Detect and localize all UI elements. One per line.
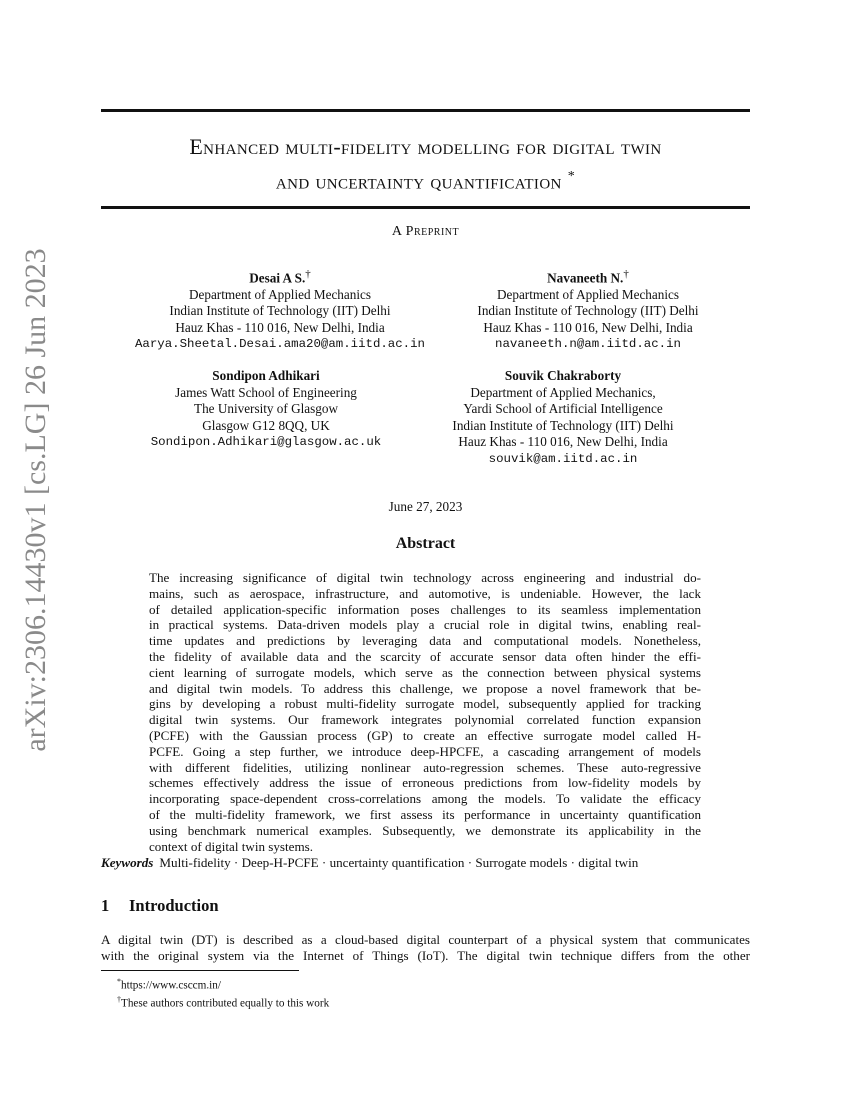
author-block bbox=[383, 368, 743, 467]
abstract-heading: Abstract bbox=[395, 535, 456, 552]
arxiv-stamp-text: arXiv:2306.14430v1 [cs.LG] 26 Jun 2023 bbox=[19, 248, 52, 752]
abstract-line: context of digital twin systems. bbox=[149, 838, 314, 854]
intro-line: A digital twin (DT) is described as a cloud-based digital counterpart of a physical system that communicates bbox=[101, 932, 750, 947]
intro-paragraph bbox=[101, 932, 750, 964]
abstract-line: (PCFE) with the Gaussian process (GP) to create an effective surrogate model called H- bbox=[149, 727, 701, 743]
abstract-line: cient learning of surrogate models, which serve as the connection between physical systems bbox=[149, 664, 701, 680]
author-affiliation: Glasgow G12 8QQ, UK bbox=[202, 417, 330, 433]
keywords-text: Multi-fidelity · Deep-H-PCFE · uncertainty quantification · Surrogate models · digital twin bbox=[159, 855, 639, 870]
author-affiliation: Indian Institute of Technology (IIT) Delhi bbox=[477, 303, 699, 319]
abstract-line: mains, such as aerospace, infrastructure, and automotive, is undeniable. However, the lack bbox=[149, 585, 701, 601]
author-name: Desai A S. bbox=[249, 270, 306, 286]
keywords bbox=[101, 855, 750, 871]
abstract-line: The increasing significance of digital twin technology across engineering and industrial do- bbox=[149, 570, 701, 585]
abstract-line: schemes effectively address the issue of erroneous predictions from low-fidelity models by bbox=[149, 775, 701, 791]
author-marker: † bbox=[623, 268, 629, 280]
footnote bbox=[101, 975, 329, 993]
author-email[interactable]: souvik@am.iitd.ac.in bbox=[488, 451, 638, 466]
author-affiliation: Hauz Khas - 110 016, New Delhi, India bbox=[458, 434, 668, 449]
abstract-line: gins by developing a robust multi-fidelity surrogate model, subsequently applied for tracking bbox=[149, 696, 701, 712]
abstract-body bbox=[149, 570, 701, 854]
abstract-line: incorporating space-dependent cross-correlations among the models. To validate the efficacy bbox=[149, 791, 701, 807]
preprint-label: A Preprint bbox=[391, 224, 460, 239]
abstract-line: PCFE. Going a step further, we introduce deep-HPCFE, a cascading arrangement of models bbox=[149, 743, 701, 759]
title-footnote-marker: * bbox=[567, 169, 576, 184]
author-email[interactable]: navaneeth.n@am.iitd.ac.in bbox=[495, 337, 681, 352]
abstract-line: digital twin systems. Our framework integrates polynomial correlated function expansion bbox=[149, 712, 701, 728]
author-email[interactable]: Sondipon.Adhikari@glasgow.ac.uk bbox=[150, 435, 382, 449]
author-affiliation: The University of Glasgow bbox=[194, 401, 338, 416]
author-affiliation: James Watt School of Engineering bbox=[175, 384, 357, 400]
author-marker: † bbox=[305, 268, 311, 280]
author-block bbox=[408, 266, 768, 353]
author-email[interactable]: Aarya.Sheetal.Desai.ama20@am.iitd.ac.in bbox=[135, 337, 425, 352]
title-line-1: Enhanced multi-fidelity modelling for digital twin bbox=[189, 134, 662, 159]
abstract-line: time updates and predictions by leveraging data and computational models. Nonetheless, bbox=[149, 633, 701, 649]
footnote-link[interactable]: https://www.csccm.in/ bbox=[121, 979, 221, 992]
title-rule-bottom bbox=[101, 206, 750, 209]
author-affiliation: Hauz Khas - 110 016, New Delhi, India bbox=[483, 319, 693, 335]
footnote bbox=[101, 993, 329, 1011]
footnote-marker: * bbox=[117, 977, 121, 986]
title-line-2: and uncertainty quantification bbox=[275, 168, 562, 194]
paper-date: June 27, 2023 bbox=[388, 499, 463, 514]
author-affiliation: Yardi School of Artificial Intelligence bbox=[463, 401, 663, 416]
footnote-text: These authors contributed equally to this work bbox=[121, 997, 330, 1010]
section-heading bbox=[101, 896, 219, 916]
keywords-label: Keywords bbox=[101, 855, 154, 870]
author-affiliation: Department of Applied Mechanics bbox=[496, 286, 679, 302]
author-block bbox=[100, 266, 460, 353]
author-affiliation: Hauz Khas - 110 016, New Delhi, India bbox=[175, 319, 385, 335]
paper-title bbox=[101, 132, 750, 196]
title-rule-top bbox=[101, 109, 750, 112]
abstract-line: the fidelity of available data and the scarcity of accurate sensor data often hinder the effi- bbox=[149, 648, 701, 664]
author-name: Navaneeth N. bbox=[547, 270, 624, 286]
author-affiliation: Department of Applied Mechanics, bbox=[470, 384, 656, 400]
section-title: Introduction bbox=[129, 896, 219, 915]
author-affiliation: Indian Institute of Technology (IIT) Delhi bbox=[452, 417, 674, 433]
author-affiliation: Department of Applied Mechanics bbox=[188, 286, 371, 302]
abstract-line: in practical systems. Data-driven models play a crucial role in digital twins, enabling real- bbox=[149, 617, 701, 633]
abstract-line: using benchmark numerical examples. Subsequently, we demonstrate its applicability in the bbox=[149, 822, 701, 838]
section-number: 1 bbox=[101, 896, 110, 915]
abstract-line: of the multi-fidelity framework, we first assess its performance in uncertainty quantification bbox=[149, 806, 701, 822]
abstract-line: of detailed application-specific information poses challenges to its seamless implementation bbox=[149, 601, 701, 617]
author-name: Souvik Chakraborty bbox=[504, 368, 622, 383]
abstract-line: and digital twin models. To address this challenge, we propose a novel framework that be- bbox=[149, 680, 701, 696]
author-affiliation: Indian Institute of Technology (IIT) Delhi bbox=[169, 303, 391, 319]
intro-line: with the original system via the Internet of Things (IoT). The digital twin technique differs from the other bbox=[101, 947, 750, 963]
footnote-marker: † bbox=[117, 994, 121, 1004]
abstract-line: with different fidelities, utilizing nonlinear auto-regression schemes. These auto-regressive bbox=[149, 759, 701, 775]
footnote-rule bbox=[101, 970, 299, 971]
author-name: Sondipon Adhikari bbox=[212, 368, 320, 383]
footnotes bbox=[101, 975, 329, 1010]
